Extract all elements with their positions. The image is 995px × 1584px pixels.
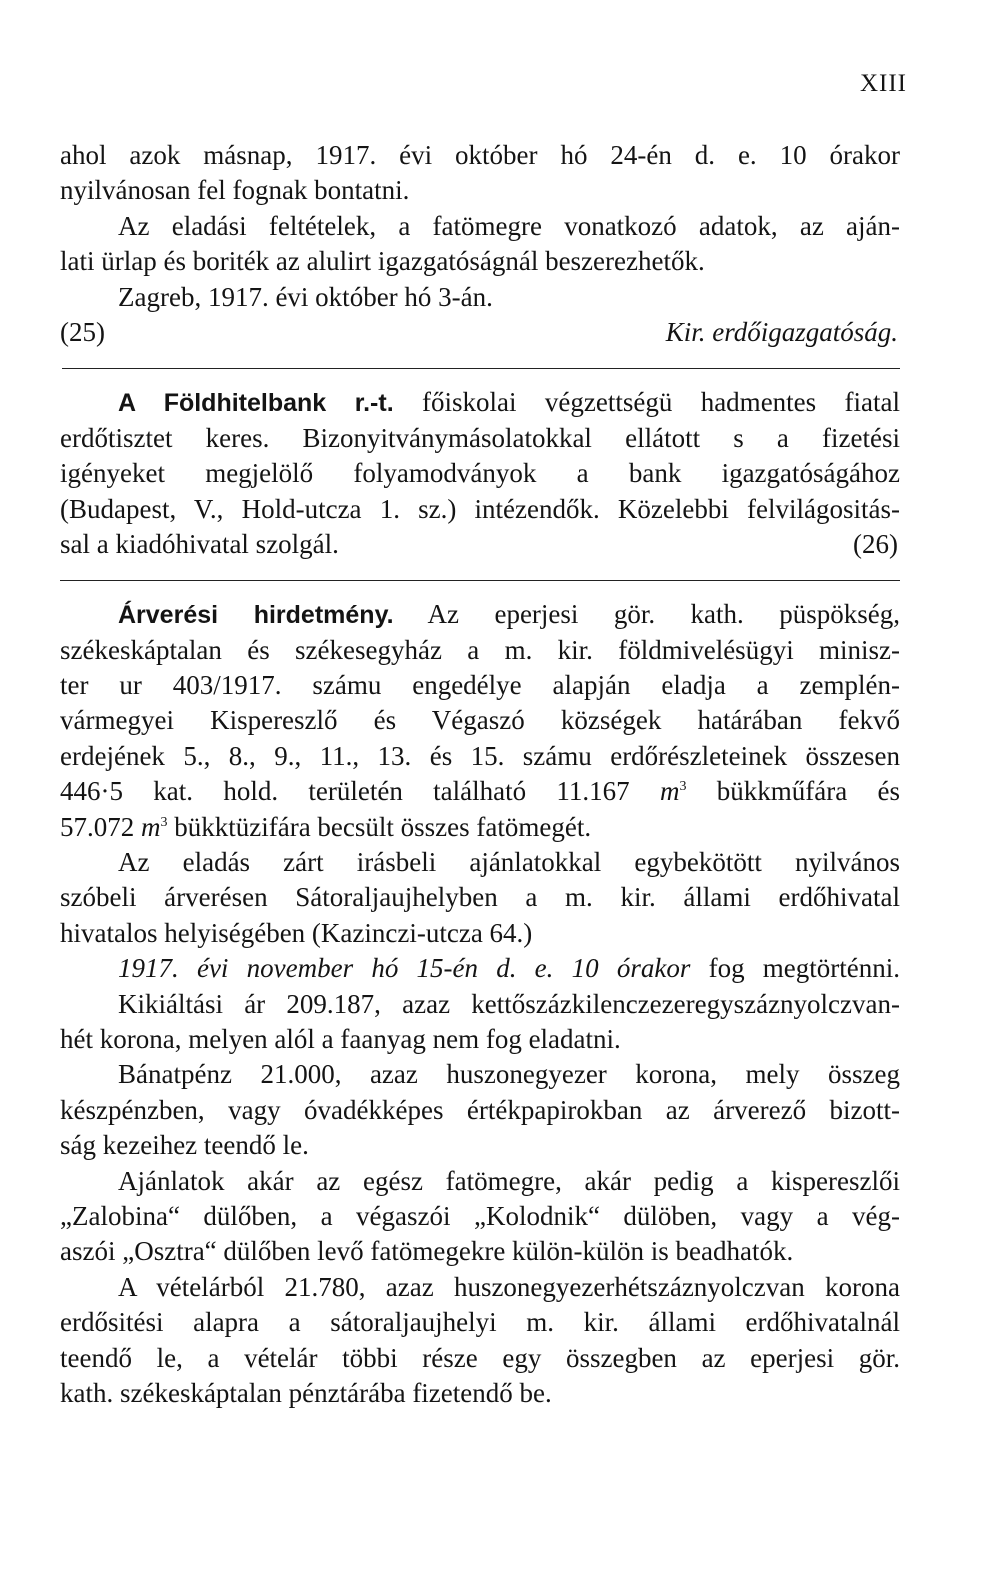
notice-forestry-directorate [60,138,900,350]
paragraph-line: erdejének 5., 8., 9., 11., 13. és 15. számu erdőrészleteinek összesen [60,740,900,771]
paragraph-line: hét korona, melyen alól a faanyag nem fog eladatni. [60,1023,621,1054]
paragraph-line: teendő le, a vételár többi része egy összegben az eperjesi gör. [60,1342,900,1373]
paragraph-line: hivatalos helyiségében (Kazinczi-utcza 64.) [60,917,533,948]
paragraph-line: ter ur 403/1917. számu engedélye alapján eladja a zemplén- [60,670,900,701]
paragraph-line: Kikiáltási ár 209.187, azaz kettőszázkilenczezeregyszáznyolczvan- [118,988,900,1019]
signature-row [60,315,900,350]
paragraph-line: igényeket megjelölő folyamodványok a bank igazgatóságához [60,458,900,489]
divider [60,580,900,581]
paragraph-line: ság kezeihez teendő le. [60,1130,309,1161]
paragraph-line: székeskáptalan és székesegyház a m. kir. földmivelésügyi minisz- [60,634,900,665]
paragraph-line: (Budapest, V., Hold-utcza 1. sz.) intézendők. Közelebbi felvilágositás- [60,493,900,524]
paragraph-line: készpénzben, vagy óvadékképes értékpapirokban az árverező bizott- [60,1094,900,1125]
paragraph-line: Az eladási feltételek, a fatömegre vonatkozó adatok, az aján- [118,210,900,241]
paragraph-line: aszói „Osztra“ dülőben levő fatömegekre külön-külön is beadhatók. [60,1236,794,1267]
paragraph-line: Árverési hirdetmény. Az eperjesi gör. kath. püspökség, [118,599,900,630]
notice-ref: (26) [853,528,898,559]
bank-name: A Földhitelbank r.-t. [118,389,394,418]
auction-heading: Árverési hirdetmény. [118,601,394,630]
paragraph-line: 57.072 $m^3$ bükktüzifára becsült összes fatömegét. [60,811,592,842]
notice-ref: (25) [60,316,105,347]
paragraph-line: A vételárból 21.780, azaz huszonegyezerhétszáznyolczvan korona [118,1271,900,1302]
divider [62,368,900,369]
paragraph-line: ahol azok másnap, 1917. évi október hó 24-én d. e. 10 órakor [60,140,900,170]
notice-auction [60,597,900,1411]
paragraph-line: Zagreb, 1917. évi október hó 3-án. [118,281,493,312]
paragraph-line: erdősitési alapra a sátoraljaujhelyi m. kir. állami erdőhivatalnál [60,1307,900,1338]
paragraph-line: nyilvánosan fel fognak bontatni. [60,175,410,206]
paragraph-line: A Földhitelbank r.-t. főiskolai végzettségü hadmentes fiatal [118,387,900,418]
page-body [60,138,900,1411]
auction-date: 1917. évi november hó 15-én d. e. 10 órakor [118,953,691,984]
page-number: XIII [859,70,907,97]
signature: Kir. erdőigazgatóság. [665,316,898,347]
paragraph-line: „Zalobina“ dülőben, a végaszói „Kolodnik“ dülöben, vagy a vég- [60,1200,900,1231]
notice-foldhitelbank [60,385,900,562]
paragraph-line: kath. székeskáptalan pénztárába fizetendő be. [60,1377,552,1408]
paragraph-line: szóbeli árverésen Sátoraljaujhelyben a m. kir. állami erdőhivatal [60,882,900,913]
paragraph-line: erdőtisztet keres. Bizonyitványmásolatokkal ellátott s a fizetési [60,422,900,453]
paragraph-line: sal a kiadóhivatal szolgál. (26) [60,527,900,562]
paragraph-line: Bánatpénz 21.000, azaz huszonegyezer korona, mely összeg [118,1059,900,1090]
paragraph-line: Ajánlatok akár az egész fatömegre, akár pedig a kispereszlői [118,1165,900,1196]
paragraph-line: Az eladás zárt irásbeli ajánlatokkal egybekötött nyilvános [118,847,900,878]
paragraph-line: 446·5 kat. hold. területén található 11.167 $m^3$ bükkműfára és [60,776,901,807]
paragraph-line: lati ürlap és boriték az alulirt igazgatóságnál beszerezhetők. [60,246,705,277]
paragraph-line: vármegyei Kispereszlő és Végaszó községek határában fekvő [60,705,900,736]
paragraph-line: 1917. évi november hó 15-én d. e. 10 órakor fog megtörténni. [118,953,900,984]
